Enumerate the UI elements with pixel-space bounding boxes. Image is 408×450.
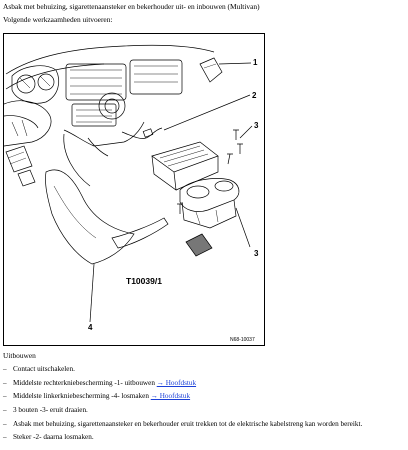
step-text: Middelste rechterkniebescherming -1- uitbouwen <box>13 378 157 387</box>
callout-4: 4 <box>88 323 93 332</box>
figure-code: N68-10037 <box>230 337 255 343</box>
step-text: Contact uitschakelen. <box>13 365 75 373</box>
step-text: Middelste linkerkniebescherming -4- losmaken <box>13 392 151 401</box>
page-title: Asbak met behuizing, sigarettenaansteker en bekerhouder uit- en inbouwen (Multivan) <box>3 2 260 11</box>
exploded-view-figure <box>3 33 265 346</box>
callout-3-upper: 3 <box>254 121 259 130</box>
step-item: – Steker -2- daarna losmaken. <box>3 433 94 442</box>
step-item: – Asbak met behuizing, sigarettenaansteker en bekerhouder eruit trekken tot de elektrische kabelstreng kan worden bereikt. <box>3 419 363 428</box>
step-item: – Middelste linkerkniebescherming -4- losmaken → Hoofdstuk <box>3 392 191 401</box>
step-text: Steker -2- daarna losmaken. <box>13 433 94 442</box>
dashboard-illustration <box>4 34 264 345</box>
step-text: Asbak met behuizing, sigarettenaansteker en bekerhouder eruit trekken tot de elektrische kabelstreng kan worden bereikt. <box>13 419 363 428</box>
step-text: 3 bouten -3- eruit draaien. <box>13 406 88 415</box>
step-item: – Contact uitschakelen. <box>3 365 75 373</box>
chapter-link[interactable]: → Hoofdstuk <box>156 378 197 387</box>
step-item: – Middelste rechterkniebescherming -1- uitbouwen → Hoofdstuk <box>3 378 197 387</box>
section-heading: Uitbouwen <box>3 351 36 360</box>
page-subtitle: Volgende werkzaamheden uitvoeren: <box>3 15 113 24</box>
callout-3-lower: 3 <box>254 249 259 258</box>
tool-label: T10039/1 <box>126 276 162 286</box>
procedure-steps <box>3 365 362 447</box>
callout-1: 1 <box>253 58 258 67</box>
chapter-link[interactable]: → Hoofdstuk <box>150 392 191 401</box>
step-item: – 3 bouten -3- eruit draaien. <box>3 406 88 415</box>
callout-2: 2 <box>252 91 257 100</box>
